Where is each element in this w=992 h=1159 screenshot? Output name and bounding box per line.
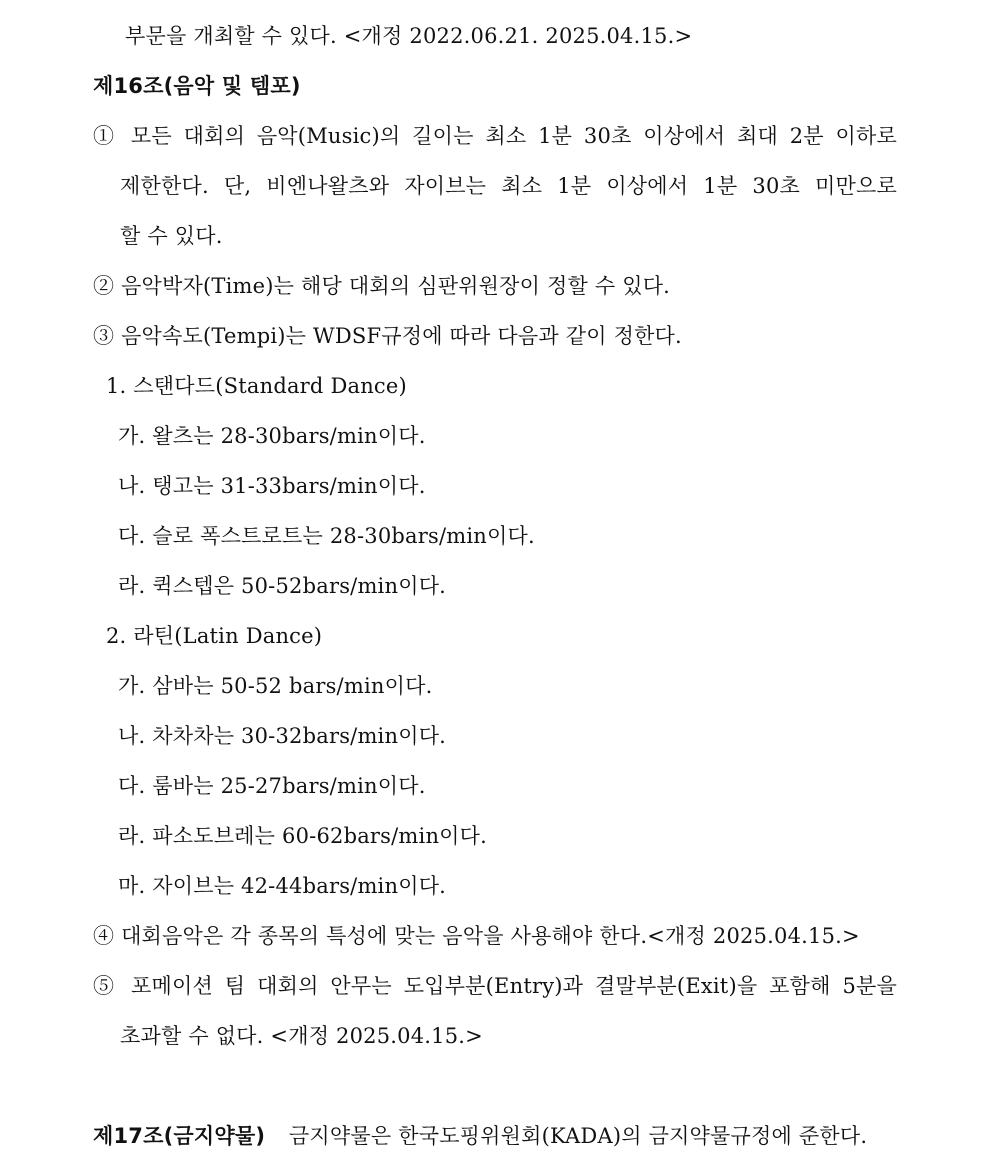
article-16-para-4: ④ 대회음악은 각 종목의 특성에 맞는 음악을 사용해야 한다.<개정 2025.04.15.> — [93, 924, 860, 948]
article-16-para-1-line-3: 할 수 있다. — [120, 224, 223, 248]
latin-item-chachacha: 나. 차차차는 30-32bars/min이다. — [118, 724, 447, 748]
standard-item-tango: 나. 탱고는 31-33bars/min이다. — [118, 474, 426, 498]
latin-item-jive: 마. 자이브는 42-44bars/min이다. — [118, 874, 447, 898]
standard-item-waltz: 가. 왈츠는 28-30bars/min이다. — [118, 424, 426, 448]
article-16-para-1-line-2: 제한한다. 단, 비엔나왈츠와 자이브는 최소 1분 이상에서 1분 30초 미만으로 — [120, 174, 897, 198]
article-16-para-5-line-1: ⑤ 포메이션 팀 대회의 안무는 도입부분(Entry)과 결말부분(Exit)을 포함해 5분을 — [93, 974, 897, 998]
article-17-title: 제17조(금지약물) — [93, 1124, 266, 1148]
article-16-para-3: ③ 음악속도(Tempi)는 WDSF규정에 따라 다음과 같이 정한다. — [93, 324, 682, 348]
standard-dance-title: 1. 스탠다드(Standard Dance) — [106, 374, 407, 398]
standard-item-quickstep: 라. 퀵스텝은 50-52bars/min이다. — [118, 574, 447, 598]
article-16-para-5-line-2: 초과할 수 없다. <개정 2025.04.15.> — [120, 1024, 483, 1048]
article-16-para-1-line-1: ① 모든 대회의 음악(Music)의 길이는 최소 1분 30초 이상에서 최대 2분 이하로 — [93, 124, 897, 148]
standard-item-slow-foxtrot: 다. 슬로 폭스트로트는 28-30bars/min이다. — [118, 524, 535, 548]
latin-item-rumba: 다. 룸바는 25-27bars/min이다. — [118, 774, 426, 798]
latin-item-samba: 가. 삼바는 50-52 bars/min이다. — [118, 674, 433, 698]
article-16-para-2: ② 음악박자(Time)는 해당 대회의 심판위원장이 정할 수 있다. — [93, 274, 671, 298]
latin-item-paso-doble: 라. 파소도브레는 60-62bars/min이다. — [118, 824, 488, 848]
latin-dance-title: 2. 라틴(Latin Dance) — [106, 624, 323, 648]
article-16-title: 제16조(음악 및 템포) — [93, 74, 301, 98]
article-17 — [93, 1121, 867, 1151]
article-17-body: 금지약물은 한국도핑위원회(KADA)의 금지약물규정에 준한다. — [288, 1124, 868, 1148]
intro-tail-line: 부문을 개최할 수 있다. <개정 2022.06.21. 2025.04.15.> — [125, 24, 693, 48]
